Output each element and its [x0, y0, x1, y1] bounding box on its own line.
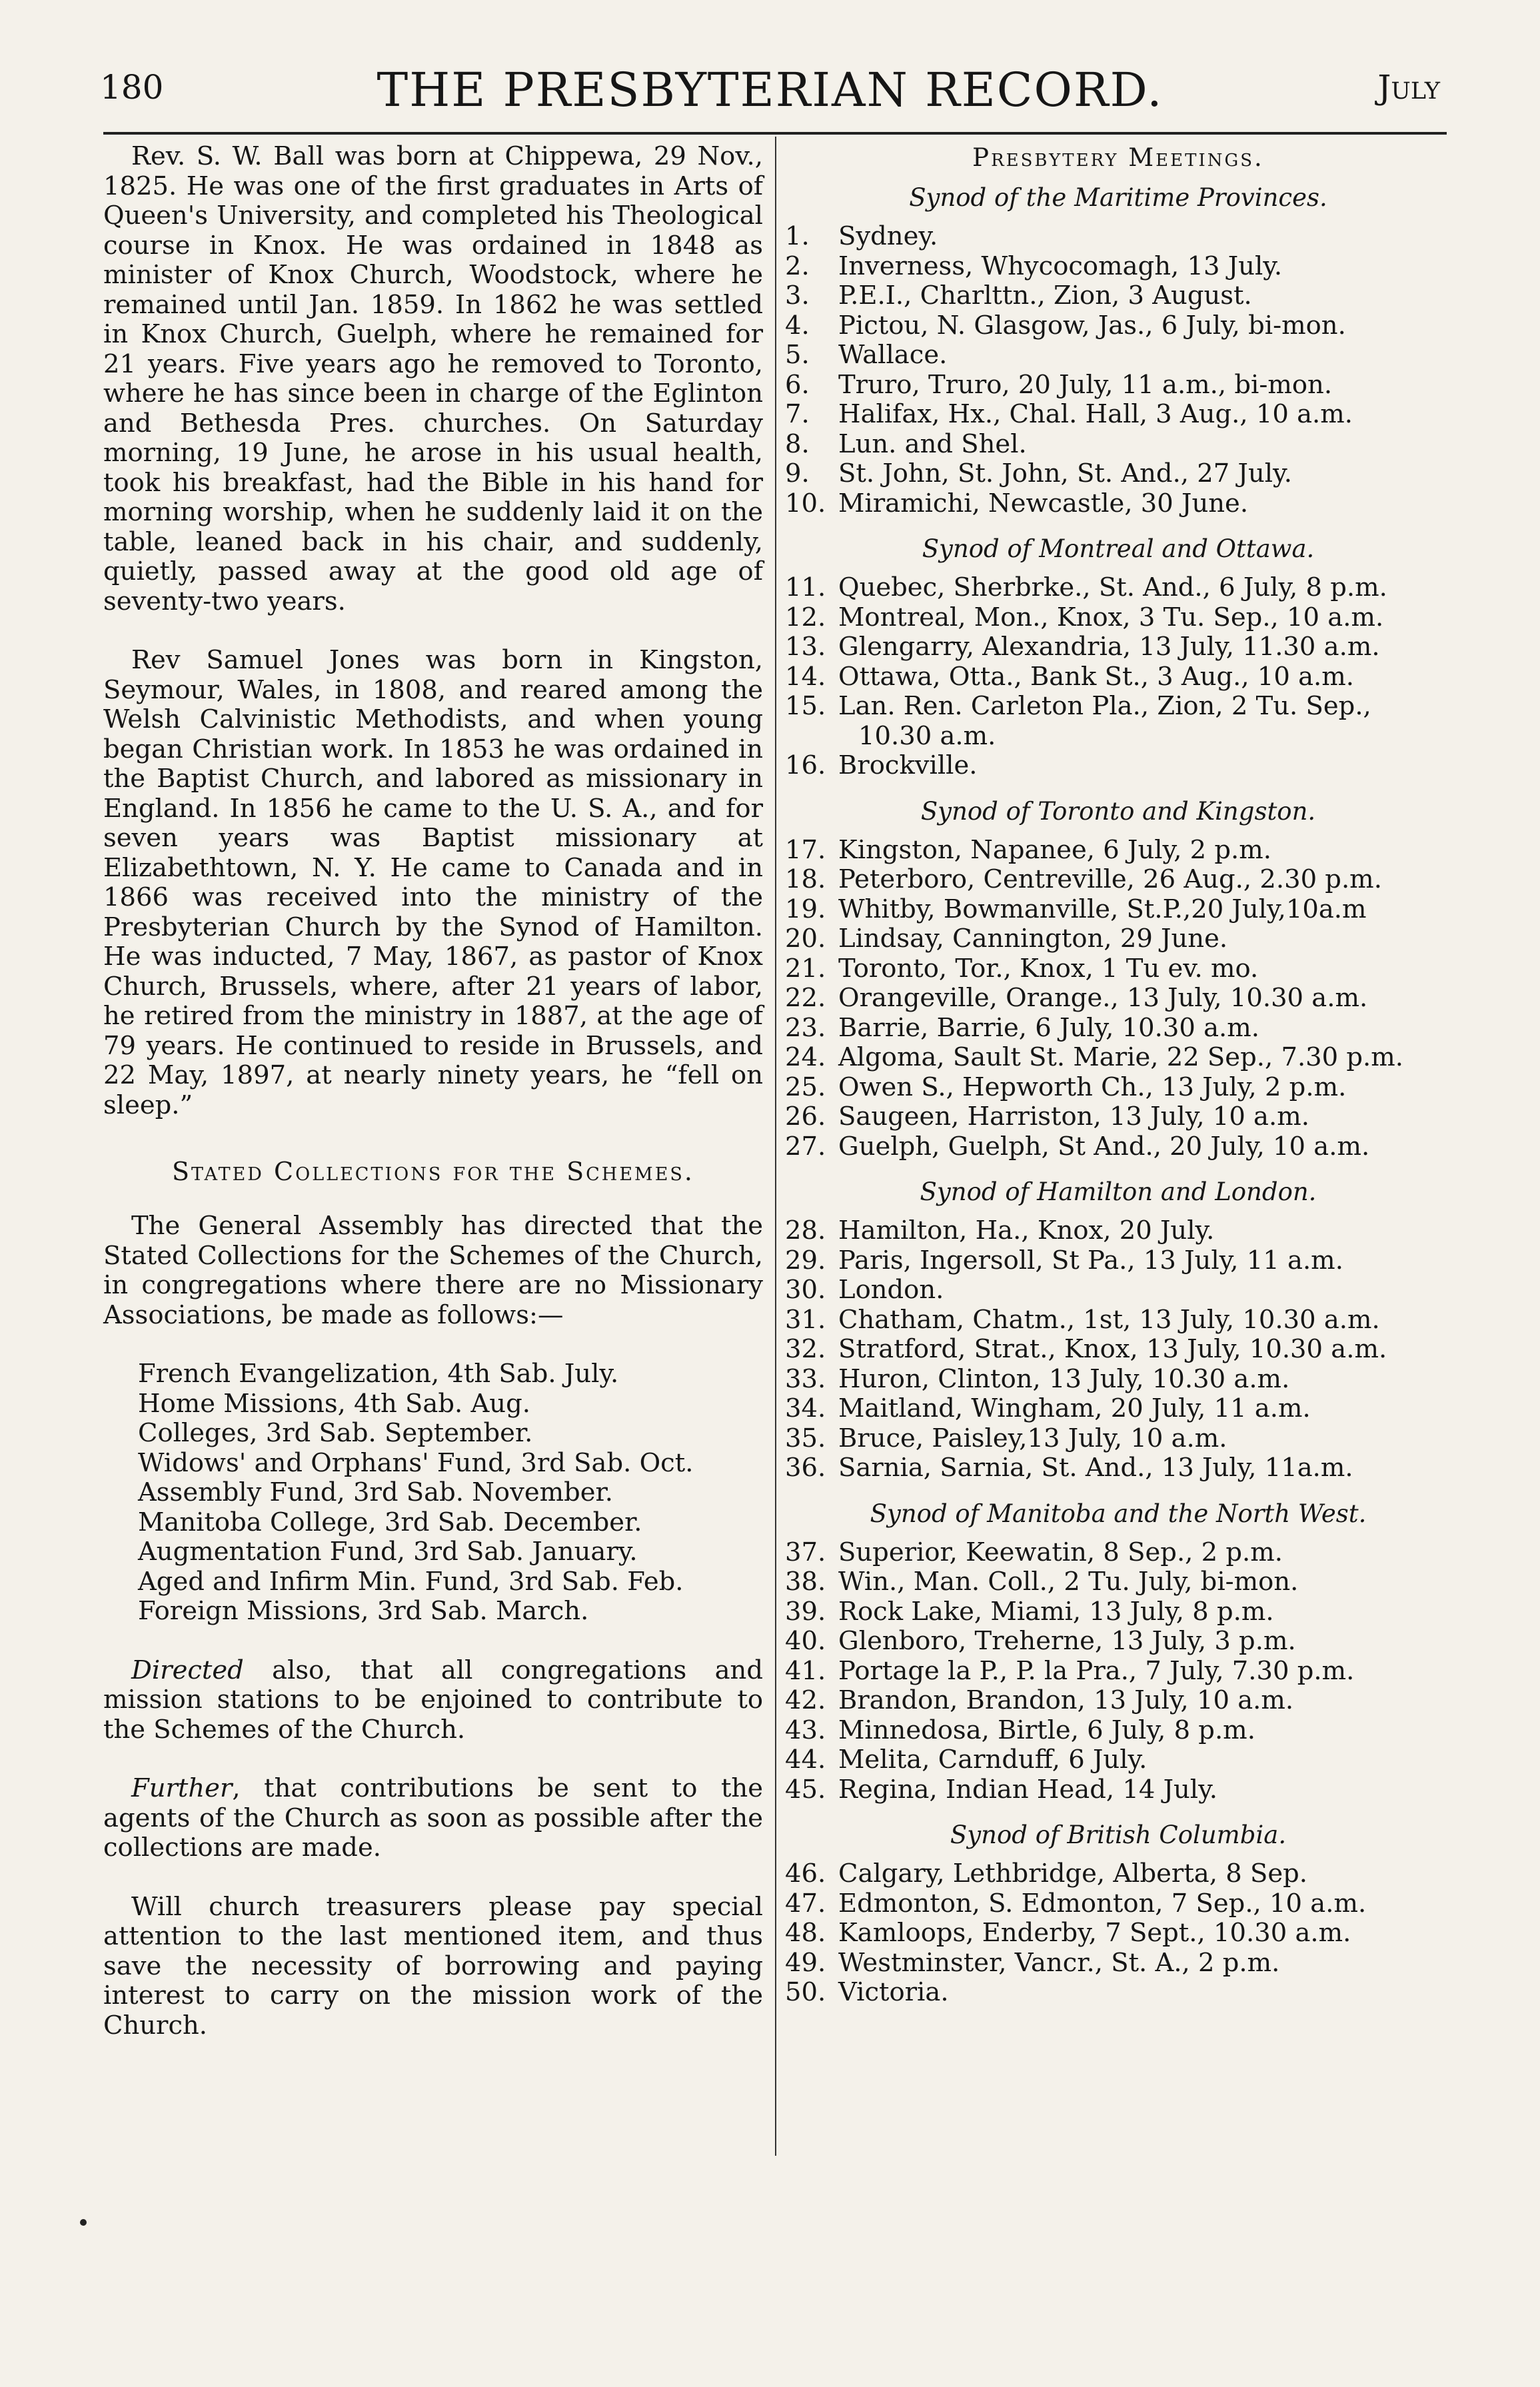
column-divider [775, 137, 776, 2156]
meeting-item [785, 1657, 1451, 1687]
meeting-text: Guelph, Guelph, St And., 20 July, 10 a.m. [838, 1131, 1370, 1162]
page-header [100, 60, 1440, 133]
meeting-text: Hamilton, Ha., Knox, 20 July. [838, 1215, 1215, 1245]
collection-item: Manitoba College, 3rd Sab. December. [138, 1507, 642, 1537]
meeting-number: 43. [785, 1715, 826, 1745]
meeting-item [785, 1216, 1451, 1246]
meeting-text: Minnedosa, Birtle, 6 July, 8 p.m. [838, 1715, 1255, 1745]
meeting-text: Edmonton, S. Edmonton, 7 Sep., 10 a.m. [838, 1888, 1367, 1919]
meeting-item [785, 1246, 1451, 1276]
collection-item: Assembly Fund, 3rd Sab. November. [138, 1477, 613, 1507]
left-column [103, 137, 763, 2040]
presbytery-heading: Presbytery Meetings. [972, 143, 1264, 172]
meeting-text: Barrie, Barrie, 6 July, 10.30 a.m. [838, 1012, 1260, 1043]
meeting-item [785, 1686, 1451, 1716]
publication-title: THE PRESBYTERIAN RECORD. [377, 63, 1163, 117]
meeting-text: Sydney. [838, 221, 938, 251]
meeting-number: 24. [785, 1042, 826, 1072]
meeting-number: 8. [785, 428, 810, 459]
right-column [785, 137, 1451, 2008]
treasurers-paragraph: Will church treasurers please pay special attention to the last mentioned item, and thus save the necessity of borrowing and paying interest to carry on the mission work of the Church. [103, 1891, 763, 2040]
meeting-number: 3. [785, 281, 810, 311]
issue-month: July [1377, 68, 1440, 107]
meeting-number: 32. [785, 1334, 826, 1364]
meeting-number: 49. [785, 1947, 826, 1978]
synod-section [785, 792, 1451, 1162]
meeting-number: 31. [785, 1304, 826, 1335]
meeting-text: St. John, St. John, St. And., 27 July. [838, 458, 1292, 488]
meeting-number: 14. [785, 661, 826, 692]
meeting-number: 45. [785, 1774, 826, 1805]
meeting-item [785, 865, 1451, 895]
meeting-list [785, 222, 1451, 518]
meeting-text: Maitland, Wingham, 20 July, 11 a.m. [838, 1393, 1311, 1423]
meeting-text: Westminster, Vancr., St. A., 2 p.m. [838, 1947, 1280, 1978]
meeting-number: 50. [785, 1977, 826, 2007]
meeting-item [785, 1014, 1451, 1044]
meeting-text: Brandon, Brandon, 13 July, 10 a.m. [838, 1685, 1294, 1715]
meeting-text: Bruce, Paisley,13 July, 10 a.m. [838, 1423, 1227, 1453]
meeting-item [785, 341, 1451, 371]
collection-item: Augmentation Fund, 3rd Sab. January. [138, 1537, 638, 1567]
meeting-item [785, 1305, 1451, 1335]
meeting-text: Ottawa, Otta., Bank St., 3 Aug., 10 a.m. [838, 661, 1355, 692]
synod-section [785, 529, 1451, 781]
synod-title: Synod of the Maritime Provinces. [909, 183, 1327, 212]
meeting-list [785, 1859, 1451, 2008]
meeting-text: Win., Man. Coll., 2 Tu. July, bi-mon. [838, 1567, 1299, 1597]
meeting-text: Sarnia, Sarnia, St. And., 13 July, 11a.m. [838, 1453, 1353, 1483]
meeting-text: Halifax, Hx., Chal. Hall, 3 Aug., 10 a.m. [838, 399, 1353, 429]
meeting-number: 36. [785, 1453, 826, 1483]
meeting-item [785, 1859, 1451, 1889]
synod-title: Synod of British Columbia. [950, 1821, 1287, 1849]
meeting-text: Glengarry, Alexandria, 13 July, 11.30 a.m. [838, 632, 1380, 662]
meeting-number: 2. [785, 251, 810, 281]
synod-section [785, 1172, 1451, 1483]
meeting-text: Montreal, Mon., Knox, 3 Tu. Sep., 10 a.m. [838, 602, 1384, 632]
meeting-number: 35. [785, 1423, 826, 1453]
meeting-item [785, 1102, 1451, 1132]
meeting-number: 4. [785, 310, 810, 341]
synod-title: Synod of Manitoba and the North West. [870, 1499, 1367, 1528]
meeting-text: Melita, Carnduff, 6 July. [838, 1745, 1148, 1775]
page-mark [80, 2219, 87, 2226]
meeting-item [785, 1597, 1451, 1627]
meeting-text: Toronto, Tor., Knox, 1 Tu ev. mo. [838, 953, 1259, 984]
meeting-text: Miramichi, Newcastle, 30 June. [838, 488, 1249, 518]
meeting-item [785, 603, 1451, 633]
synod-title: Synod of Hamilton and London. [920, 1178, 1317, 1206]
obituary-jones: Rev Samuel Jones was born in Kingston, Seymour, Wales, in 1808, and reared among the Welsh Calvinistic Methodists, and when young began Christian work. In 1853 he was ordained in the Baptist Church, and labored as missionary in England. In 1856 he came to the U. S. A., and for seven years was Baptist missionary at Elizabethtown, N. Y. He came to Canada and in 1866 was received into the ministry of the Presbyterian Church by the Synod of Hamilton. He was inducted, 7 May, 1867, as pastor of Knox Church, Brussels, where, after 21 years of labor, he retired from the ministry in 1887, at the age of 79 years. He continued to reside in Brussels, and 22 May, 1897, at nearly ninety years, he “fell on sleep.” [103, 645, 763, 1120]
meeting-text: Regina, Indian Head, 14 July. [838, 1774, 1217, 1805]
meeting-text: Quebec, Sherbrke., St. And., 6 July, 8 p.m. [838, 572, 1387, 602]
meeting-item [785, 1335, 1451, 1365]
meeting-text: Glenboro, Treherne, 13 July, 3 p.m. [838, 1626, 1296, 1656]
meeting-item [785, 1365, 1451, 1395]
further-lead: Further [131, 1773, 233, 1803]
meeting-number: 18. [785, 864, 826, 894]
meeting-item [785, 1073, 1451, 1103]
meeting-item [785, 1716, 1451, 1746]
synod-section [785, 1494, 1451, 1805]
meeting-text: Whitby, Bowmanville, St.P.,20 July,10a.m [838, 894, 1367, 924]
meeting-number: 11. [785, 572, 826, 602]
meeting-text: Paris, Ingersoll, St Pa., 13 July, 11 a.m. [838, 1245, 1343, 1275]
meeting-number: 34. [785, 1393, 826, 1423]
meeting-text: Wallace. [838, 340, 948, 370]
meeting-text: Orangeville, Orange., 13 July, 10.30 a.m. [838, 983, 1368, 1013]
meeting-number: 9. [785, 458, 810, 488]
meeting-number: 28. [785, 1215, 826, 1245]
collection-item: Foreign Missions, 3rd Sab. March. [138, 1596, 589, 1626]
meeting-item [785, 1889, 1451, 1919]
meeting-item [785, 1453, 1451, 1483]
meeting-number: 33. [785, 1363, 826, 1394]
meeting-number: 12. [785, 602, 826, 632]
meeting-item [785, 430, 1451, 460]
meeting-number: 42. [785, 1685, 826, 1715]
meeting-item [785, 281, 1451, 311]
meeting-number: 19. [785, 894, 826, 924]
collection-item: Home Missions, 4th Sab. Aug. [138, 1388, 530, 1419]
meeting-item [785, 1627, 1451, 1657]
meeting-number: 7. [785, 399, 810, 429]
meeting-number: 47. [785, 1888, 826, 1919]
collections-heading: Stated Collections for the Schemes. [172, 1157, 694, 1186]
meeting-text: Lindsay, Cannington, 29 June. [838, 924, 1228, 954]
meeting-item [785, 751, 1451, 781]
meeting-item [785, 1275, 1451, 1305]
meeting-number: 44. [785, 1745, 826, 1775]
meeting-item [785, 1775, 1451, 1805]
meeting-number: 41. [785, 1655, 826, 1686]
further-text: , that contributions be sent to the agents of the Church as soon as possible after the collections are made. [103, 1773, 763, 1863]
meeting-item [785, 1394, 1451, 1424]
meeting-number: 17. [785, 834, 826, 865]
meeting-item [785, 924, 1451, 954]
meeting-text: Pictou, N. Glasgow, Jas., 6 July, bi-mon. [838, 310, 1346, 341]
meeting-text: Rock Lake, Miami, 13 July, 8 p.m. [838, 1596, 1274, 1627]
meeting-item [785, 1132, 1451, 1162]
meeting-text: Owen S., Hepworth Ch., 13 July, 2 p.m. [838, 1072, 1347, 1102]
meeting-item [785, 1745, 1451, 1775]
meeting-number: 29. [785, 1245, 826, 1275]
synod-section [785, 1815, 1451, 2008]
directed-lead: Directed [131, 1655, 244, 1685]
meeting-item [785, 400, 1451, 430]
meeting-number: 39. [785, 1596, 826, 1627]
meeting-number: 5. [785, 340, 810, 370]
page-number: 180 [100, 68, 164, 107]
collection-item: Colleges, 3rd Sab. September. [138, 1418, 533, 1448]
meeting-item [785, 662, 1451, 692]
collections-list [103, 1359, 763, 1627]
meeting-text: London. [838, 1275, 944, 1305]
meeting-number: 26. [785, 1102, 826, 1132]
synod-sections [785, 178, 1451, 2008]
meeting-number: 37. [785, 1537, 826, 1567]
meeting-number: 48. [785, 1918, 826, 1948]
meeting-number: 38. [785, 1567, 826, 1597]
meeting-text: P.E.I., Charlttn., Zion, 3 August. [838, 281, 1252, 311]
meeting-item [785, 836, 1451, 866]
meeting-item [785, 1567, 1451, 1597]
meeting-text: Chatham, Chatm., 1st, 13 July, 10.30 a.m. [838, 1304, 1380, 1335]
meeting-item [785, 371, 1451, 400]
meeting-list [785, 1538, 1451, 1805]
meeting-number: 20. [785, 924, 826, 954]
meeting-item [785, 1424, 1451, 1454]
meeting-item [785, 1538, 1451, 1568]
meeting-list [785, 836, 1451, 1162]
directed-text: also, that all congregations and mission stations to be enjoined to contribute to the Schemes of the Church. [103, 1655, 763, 1745]
synod-section [785, 178, 1451, 518]
obituary-ball: Rev. S. W. Ball was born at Chippewa, 29 Nov., 1825. He was one of the first graduates in Arts of Queen's University, and completed his Theological course in Knox. He was ordained in 1848 as minister of Knox Church, Woodstock, where he remained until Jan. 1859. In 1862 he was settled in Knox Church, Guelph, where he remained for 21 years. Five years ago he removed to Toronto, where he has since been in charge of the Eglinton and Bethesda Pres. churches. On Saturday morning, 19 June, he arose in his usual health, took his breakfast, had the Bible in his hand for morning worship, when he suddenly laid it on the table, leaned back in his chair, and suddenly, quietly, passed away at the good old age of seventy-two years. [103, 141, 763, 616]
meeting-item [785, 222, 1451, 252]
collection-item: Widows' and Orphans' Fund, 3rd Sab. Oct. [138, 1447, 694, 1478]
meeting-number: 27. [785, 1131, 826, 1162]
meeting-number: 40. [785, 1626, 826, 1656]
header-rule [103, 132, 1447, 135]
collection-item: French Evangelization, 4th Sab. July. [138, 1359, 619, 1389]
meeting-text: Calgary, Lethbridge, Alberta, 8 Sep. [838, 1859, 1307, 1889]
collections-intro: The General Assembly has directed that the Stated Collections for the Schemes of the Church, in congregations where there are no Missionary Associations, be made as follows:— [103, 1211, 763, 1330]
meeting-item [785, 1919, 1451, 1949]
meeting-text: Lun. and Shel. [838, 428, 1027, 459]
meeting-number: 16. [785, 750, 826, 780]
meeting-text: Portage la P., P. la Pra., 7 July, 7.30 p.m. [838, 1655, 1355, 1686]
meeting-text: Brockville. [838, 750, 978, 780]
meeting-number: 23. [785, 1012, 826, 1043]
meeting-number: 25. [785, 1072, 826, 1102]
meeting-list [785, 573, 1451, 781]
meeting-text: Kamloops, Enderby, 7 Sept., 10.30 a.m. [838, 1918, 1351, 1948]
meeting-text: Kingston, Napanee, 6 July, 2 p.m. [838, 834, 1272, 865]
collection-item: Aged and Infirm Min. Fund, 3rd Sab. Feb. [138, 1566, 684, 1597]
meeting-item [785, 1949, 1451, 1979]
meeting-number: 21. [785, 953, 826, 984]
meeting-item [785, 895, 1451, 925]
meeting-text: Peterboro, Centreville, 26 Aug., 2.30 p.m. [838, 864, 1382, 894]
meeting-item [785, 573, 1451, 603]
meeting-item [785, 1978, 1451, 2008]
meeting-text: Superior, Keewatin, 8 Sep., 2 p.m. [838, 1537, 1283, 1567]
meeting-number: 1. [785, 221, 810, 251]
synod-title: Synod of Montreal and Ottawa. [922, 534, 1315, 563]
meeting-item [785, 489, 1451, 519]
meeting-item [785, 252, 1451, 282]
meeting-text: Truro, Truro, 20 July, 11 a.m., bi-mon. [838, 369, 1333, 400]
meeting-number: 30. [785, 1275, 826, 1305]
meeting-text-continued: 10.30 a.m. [858, 720, 996, 751]
further-paragraph [103, 1774, 763, 1863]
meeting-list [785, 1216, 1451, 1483]
meeting-number: 13. [785, 632, 826, 662]
meeting-text: Lan. Ren. Carleton Pla., Zion, 2 Tu. Sep., [838, 691, 1371, 721]
meeting-item [785, 311, 1451, 341]
meeting-text: Saugeen, Harriston, 13 July, 10 a.m. [838, 1102, 1309, 1132]
meeting-number: 46. [785, 1859, 826, 1889]
meeting-item [785, 692, 1451, 751]
meeting-text: Algoma, Sault St. Marie, 22 Sep., 7.30 p.m. [838, 1042, 1404, 1072]
meeting-item [785, 954, 1451, 984]
meeting-item [785, 984, 1451, 1014]
meeting-number: 10. [785, 488, 826, 518]
meeting-text: Stratford, Strat., Knox, 13 July, 10.30 a.m. [838, 1334, 1387, 1364]
meeting-number: 22. [785, 983, 826, 1013]
meeting-item [785, 459, 1451, 489]
meeting-number: 6. [785, 369, 810, 400]
synod-title: Synod of Toronto and Kingston. [920, 796, 1316, 826]
meeting-text: Victoria. [838, 1977, 949, 2007]
meeting-item [785, 1043, 1451, 1073]
meeting-text: Huron, Clinton, 13 July, 10.30 a.m. [838, 1363, 1290, 1394]
directed-paragraph [103, 1656, 763, 1745]
meeting-text: Inverness, Whycocomagh, 13 July. [838, 251, 1283, 281]
meeting-number: 15. [785, 691, 826, 721]
meeting-item [785, 632, 1451, 662]
